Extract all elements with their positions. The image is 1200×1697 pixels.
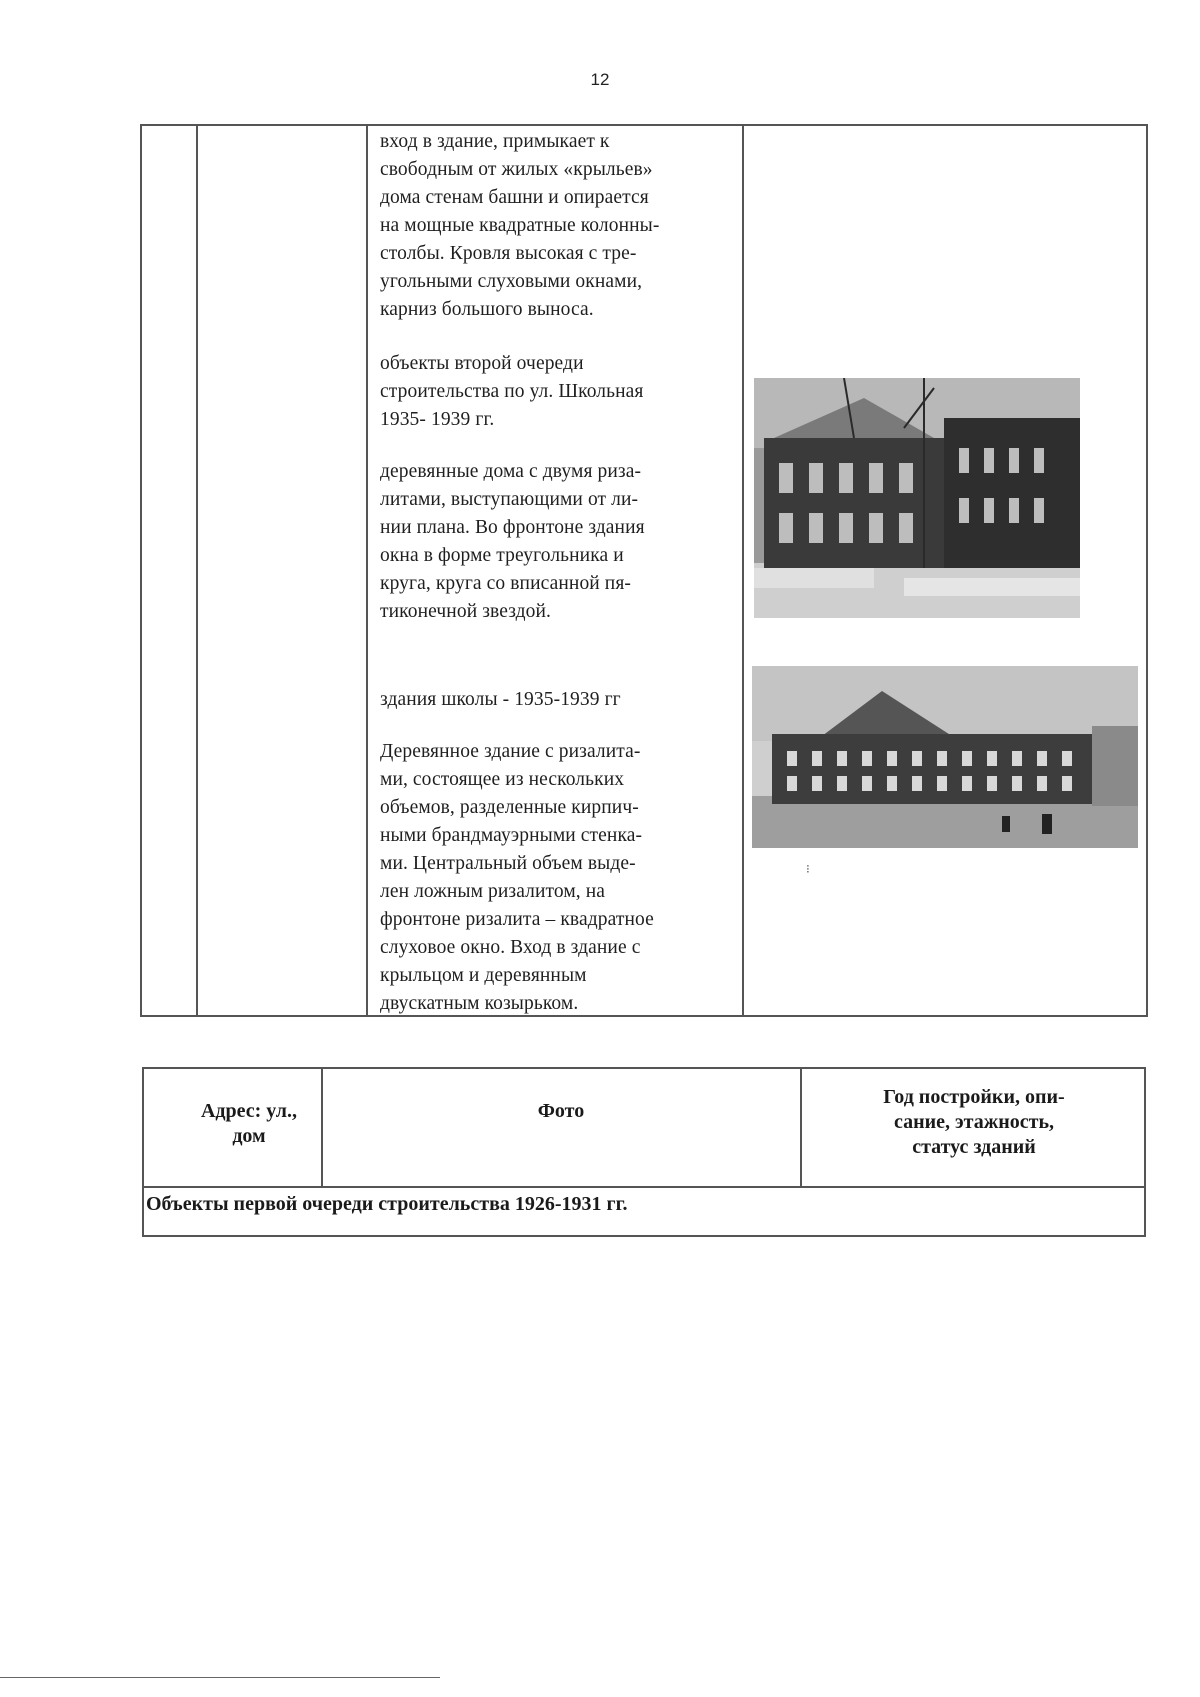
objects-table [142,1067,1146,1237]
paragraph-second-stage: объекты второй очереди строительства по ул. Школьная 1935- 1939 гг. [380,353,644,430]
paragraph-school-description: Деревянное здание с ризалита- ми, состоящее из нескольких объемов, разделенные кирпич- ными брандмауэрными стенка- ми. Центральный объем выде- лен ложным ризалитом, на фронтоне ризалита – квадратное слуховое окно. Вход в здание с крыльцом и деревянным двускатным козырьком. [380,741,654,1014]
header-bottom-border [144,1186,1144,1188]
column-divider-1 [196,124,198,1017]
header-address: Адрес: ул., дом [200,1100,298,1147]
paragraph-entrance: вход в здание, примыкает к свободным от жилых «крыльев» дома стенам башни и опирается на мощные квадратные колонны- столбы. Кровля высокая с тре- угольными слуховыми окнами, карниз большого выноса. [380,131,660,320]
photo-wooden-house [754,378,1080,618]
section-row-first-stage: Объекты первой очереди строительства 1926-1931 гг. [146,1193,628,1215]
paragraph-school: здания школы - 1935-1939 гг [380,689,621,710]
column-divider-3 [742,124,744,1017]
page-number: 12 [590,70,610,89]
header-divider-2 [800,1069,802,1186]
photo-school [752,666,1138,848]
scan-speck: ⁝ [806,862,810,876]
continued-table [140,124,1148,1017]
header-description: Год постройки, опи- сание, этажность, статус зданий [883,1086,1065,1158]
column-divider-2 [366,124,368,1017]
header-divider-1 [321,1069,323,1186]
footnote-separator [0,1677,440,1678]
header-photo: Фото [537,1100,585,1122]
paragraph-wooden-houses: деревянные дома с двумя риза- литами, выступающими от ли- нии плана. Во фронтоне здания окна в форме треугольника и круга, круга со вписанной пя- тиконечной звездой. [380,461,645,622]
description-cell [380,128,728,1018]
